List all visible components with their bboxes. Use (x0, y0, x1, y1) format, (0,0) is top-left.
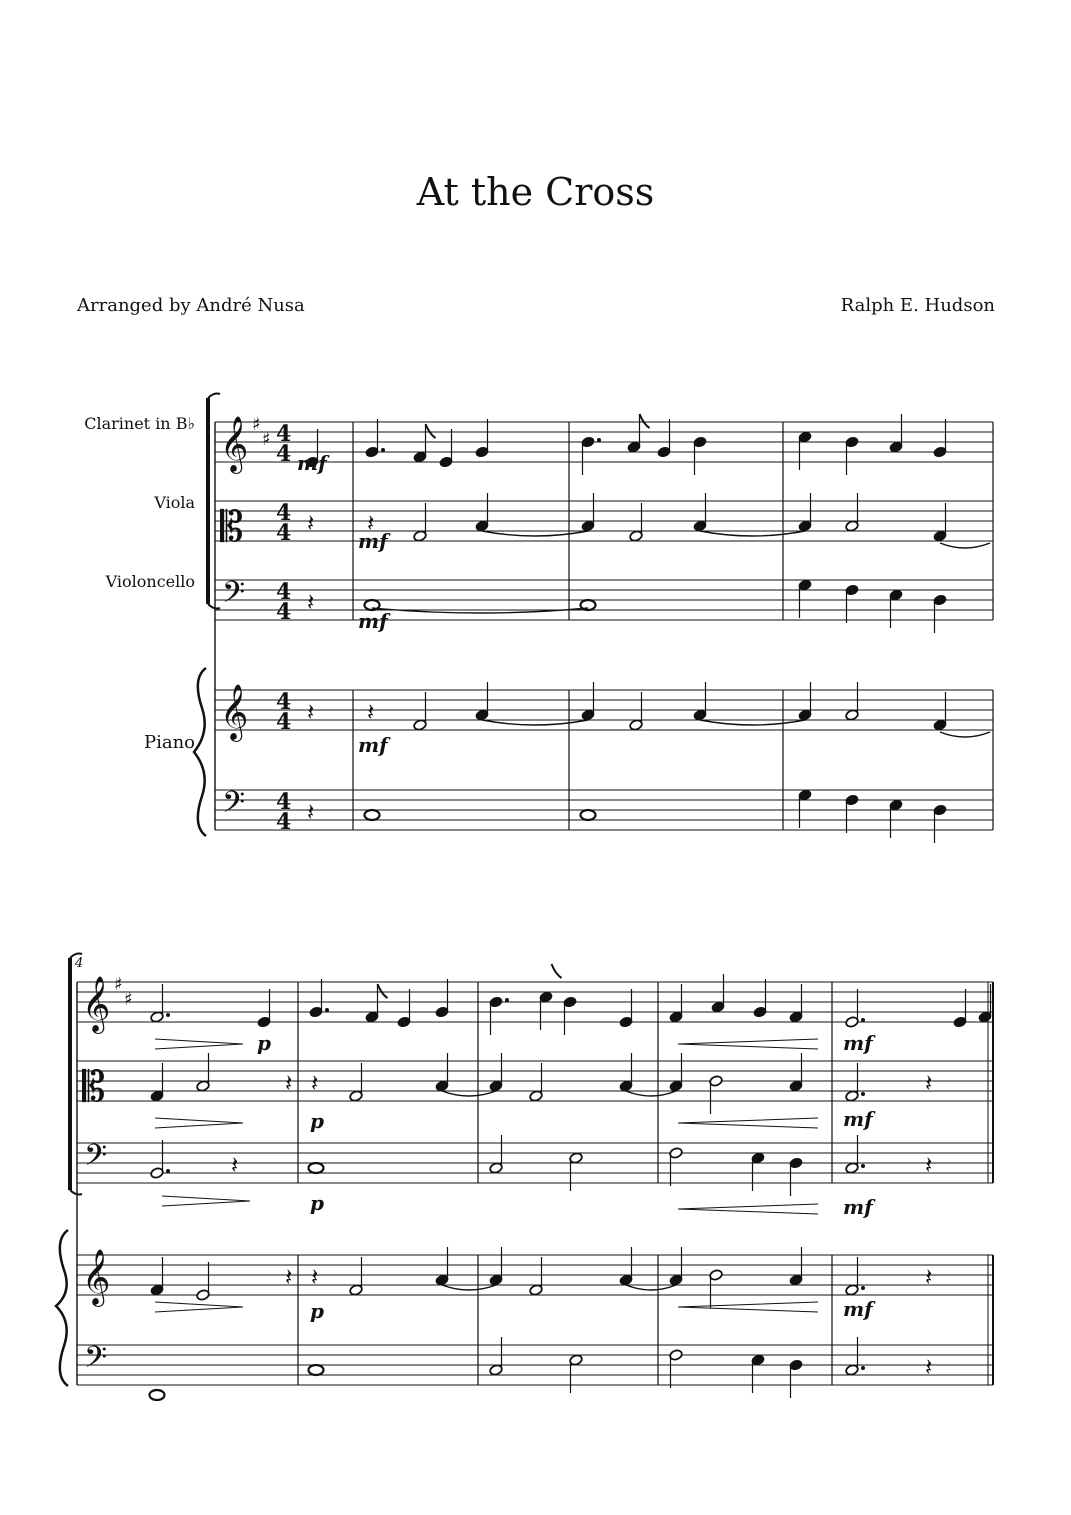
tie (482, 720, 588, 725)
bracket-icon (208, 394, 220, 399)
time-signature-top: 4 (276, 689, 292, 715)
dynamic-mf: mf (843, 1031, 873, 1055)
time-signature-top: 4 (276, 579, 292, 605)
quarter-rest: 𝄽 (925, 1353, 933, 1381)
dot (381, 448, 385, 452)
treble-clef-icon: 𝄞 (220, 684, 249, 740)
tie (700, 720, 805, 725)
bracket-icon (70, 1190, 82, 1195)
tie (700, 531, 805, 536)
whole-note (150, 1390, 165, 1400)
flag (378, 984, 388, 998)
quarter-rest: 𝄽 (311, 1263, 319, 1291)
flag (426, 424, 436, 438)
instrument-label-clarinet: Clarinet in B♭ (84, 414, 195, 433)
flag (640, 414, 650, 428)
dot (505, 998, 509, 1002)
dynamic-mf: mf (358, 529, 388, 553)
sharp-icon: ♯ (252, 414, 261, 435)
page-title: At the Cross (416, 170, 655, 214)
whole-note (581, 810, 596, 820)
time-signature-top: 4 (276, 421, 292, 447)
quarter-rest: 𝄽 (367, 509, 375, 537)
quarter-rest: 𝄽 (231, 1151, 239, 1179)
time-signature-bottom: 4 (276, 520, 292, 546)
bass-clef-icon: 𝄢 (222, 576, 246, 617)
bass-clef-icon: 𝄢 (84, 1341, 108, 1382)
quarter-rest: 𝄽 (925, 1151, 933, 1179)
tie (940, 543, 990, 548)
decrescendo-hairpin (155, 1302, 243, 1312)
alto-clef-icon: 𝄡 (82, 1062, 106, 1111)
dot (861, 1018, 865, 1022)
decrescendo-hairpin (155, 1118, 243, 1128)
quarter-rest: 𝄽 (307, 588, 315, 616)
quarter-rest: 𝄽 (307, 798, 315, 826)
alto-clef-icon: 𝄡 (220, 502, 244, 551)
time-signature-bottom: 4 (276, 441, 292, 467)
arranger-credit: Arranged by André Nusa (77, 295, 305, 316)
time-signature-bottom: 4 (276, 709, 292, 735)
measure-number: 4 (75, 956, 84, 971)
dot (861, 1164, 865, 1168)
quarter-rest: 𝄽 (367, 698, 375, 726)
instrument-label-viola: Viola (154, 493, 195, 512)
dynamic-mf: mf (843, 1107, 873, 1131)
dynamic-mf: mf (358, 609, 388, 633)
dynamic-mf: mf (843, 1297, 873, 1321)
quarter-rest: 𝄽 (925, 1263, 933, 1291)
dynamic-mf: mf (843, 1195, 873, 1219)
time-signature-bottom: 4 (276, 809, 292, 835)
sharp-icon: ♯ (262, 429, 271, 450)
tie (626, 1285, 676, 1290)
time-signature-top: 4 (276, 789, 292, 815)
dot (597, 438, 601, 442)
quarter-rest: 𝄽 (285, 1263, 293, 1291)
dot (166, 1169, 170, 1173)
dot (861, 1092, 865, 1096)
dynamic-p: p (310, 1299, 324, 1323)
dot (861, 1366, 865, 1370)
bracket-icon (208, 604, 220, 609)
whole-note (309, 1163, 324, 1173)
dot (325, 1008, 329, 1012)
tie (626, 1091, 676, 1096)
dot (166, 1013, 170, 1017)
quarter-rest: 𝄽 (311, 1069, 319, 1097)
quarter-rest: 𝄽 (925, 1069, 933, 1097)
sharp-icon: ♯ (124, 989, 133, 1010)
whole-note (309, 1365, 324, 1375)
tie (940, 732, 990, 737)
time-signature-bottom: 4 (276, 599, 292, 625)
brace-icon (56, 1230, 68, 1386)
dynamic-mf: mf (358, 733, 388, 757)
quarter-rest: 𝄽 (307, 509, 315, 537)
time-signature-top: 4 (276, 500, 292, 526)
crescendo-hairpin (678, 1204, 818, 1214)
treble-clef-icon: 𝄞 (82, 976, 111, 1032)
quarter-rest: 𝄽 (307, 698, 315, 726)
tie (442, 1091, 496, 1096)
instrument-label-piano: Piano (143, 732, 195, 753)
dynamic-p: p (310, 1109, 324, 1133)
dynamic-p: p (257, 1031, 271, 1055)
tie (482, 531, 588, 536)
brace-icon (194, 668, 206, 836)
bass-clef-icon: 𝄢 (84, 1139, 108, 1180)
flag (552, 964, 562, 978)
dot (861, 1286, 865, 1290)
dynamic-mf: mf (297, 451, 327, 475)
decrescendo-hairpin (162, 1196, 250, 1206)
bass-clef-icon: 𝄢 (222, 786, 246, 827)
crescendo-hairpin (678, 1039, 818, 1049)
decrescendo-hairpin (155, 1039, 243, 1049)
dynamic-p: p (310, 1191, 324, 1215)
treble-clef-icon: 𝄞 (220, 416, 249, 472)
crescendo-hairpin (678, 1302, 818, 1312)
sharp-icon: ♯ (114, 974, 123, 995)
treble-clef-icon: 𝄞 (82, 1249, 111, 1305)
composer-credit: Ralph E. Hudson (840, 295, 995, 316)
instrument-label-violoncello: Violoncello (105, 572, 195, 591)
tie (442, 1285, 496, 1290)
whole-note (365, 810, 380, 820)
crescendo-hairpin (678, 1118, 818, 1128)
quarter-rest: 𝄽 (285, 1069, 293, 1097)
